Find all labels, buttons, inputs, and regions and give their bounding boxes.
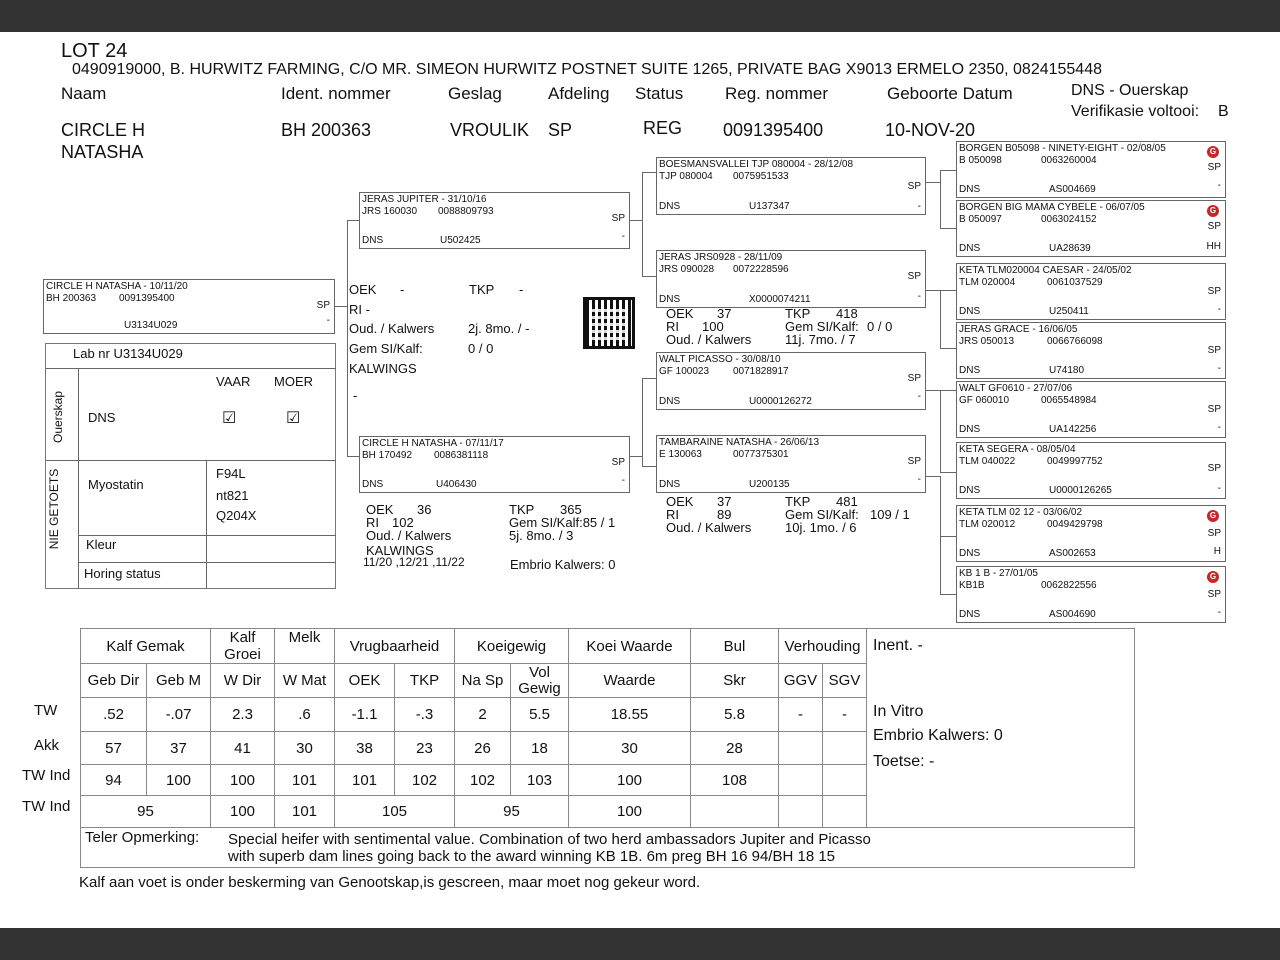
vaar-checkbox: ☑ (222, 410, 237, 427)
great-grandparent-box-4 (956, 322, 1226, 379)
ggp-title: KETA TLM020004 CAESAR - 24/05/02 (959, 265, 1132, 276)
sire-sp: SP (611, 213, 625, 224)
ggp-id: JRS 050013 (959, 336, 1015, 347)
teler-row (81, 828, 1135, 868)
teler-cell (81, 828, 1135, 868)
gp-dns: DNS (659, 396, 681, 407)
ggp-sp: SP (1207, 162, 1221, 173)
label-afdeling: Afdeling (548, 84, 610, 103)
animal-kalwings-value: - (353, 388, 358, 403)
ggp-title: BORGEN BIG MAMA CYBELE - 06/07/05 (959, 202, 1145, 213)
table-cell: 26 (455, 732, 511, 765)
group-kalf-gemak: Kalf Gemak (81, 629, 211, 664)
gp-title: BOESMANSVALLEI TJP 080004 - 28/12/08 (659, 159, 854, 170)
ggp-dash: - (1217, 422, 1221, 433)
animal-dash: - (326, 315, 330, 326)
dam-oud-label: Oud. / Kalwers (366, 528, 452, 543)
dam-id: BH 170492 (362, 450, 413, 461)
value-geboorte: 10-NOV-20 (885, 120, 976, 140)
table-cell: 38 (335, 732, 395, 765)
value-reg: 0091395400 (723, 120, 824, 140)
sire-reg: 0088809793 (438, 206, 494, 217)
animal-title: CIRCLE H NATASHA - 10/11/20 (46, 281, 188, 292)
grandparent-box-1 (656, 157, 926, 215)
side-info (867, 629, 1135, 828)
ouerskap-label: Ouerskap (51, 390, 66, 444)
gp-sp: SP (907, 271, 921, 282)
table-cell: 23 (395, 732, 455, 765)
value-ident: BH 200363 (281, 120, 372, 140)
ggp-dash: - (1217, 363, 1221, 374)
vaar-label: VAAR (216, 374, 251, 389)
dns-grade: B (1218, 103, 1229, 120)
ggp-id: B 050098 (959, 155, 1002, 166)
gp-dns: DNS (659, 294, 681, 305)
gp-ref: U0000126272 (749, 396, 812, 407)
ggp-dash: - (1217, 180, 1221, 191)
gp1-tkp-value: 418 (836, 306, 858, 321)
table-cell: 94 (81, 765, 147, 796)
row-label-akk: Akk (34, 737, 60, 754)
dam-ref: U406430 (436, 479, 477, 490)
sire-dash: - (621, 231, 625, 242)
teler-line-2: with superb dam lines going back to the award winning KB 1B. 6m preg BH 16 94/BH 18 15 (228, 848, 836, 865)
great-grandparent-box-2 (956, 200, 1226, 257)
table-cell (779, 796, 823, 828)
gp2-ri-value: 89 (717, 507, 732, 522)
ggp-id: B 050097 (959, 214, 1002, 225)
ggp-title: WALT GF0610 - 27/07/06 (959, 383, 1073, 394)
dam-reg: 0086381118 (434, 450, 489, 461)
ggp-id: TLM 020004 (959, 277, 1016, 288)
ggp-ref: AS004669 (1049, 184, 1096, 195)
ggp-dns: DNS (959, 485, 981, 496)
ggp-reg: 0049997752 (1047, 456, 1103, 467)
teler-label: Teler Opmerking: (85, 829, 200, 846)
dam-oek-value: 36 (417, 502, 432, 517)
ggp-dns: DNS (959, 424, 981, 435)
sub-header: Waarde (569, 664, 691, 698)
ggp-ref: U0000126265 (1049, 485, 1112, 496)
gp-reg: 0075951533 (733, 171, 789, 182)
kleur-label: Kleur (86, 537, 117, 552)
great-grandparent-box-6 (956, 442, 1226, 499)
table-cell (823, 765, 867, 796)
ggp-reg: 0061037529 (1047, 277, 1103, 288)
animal-oek-value: - (400, 282, 405, 297)
table-cell: 100 (211, 796, 275, 828)
gp-sp: SP (907, 181, 921, 192)
animal-id: BH 200363 (46, 293, 97, 304)
society-logo-icon: G (1207, 510, 1219, 522)
dam-dash: - (621, 475, 625, 486)
row-label-twind: TW Ind (22, 767, 71, 784)
ggp-reg: 0063260004 (1041, 155, 1097, 166)
society-logo-icon: G (1207, 571, 1219, 583)
animal-gem-value: 0 / 0 (468, 341, 494, 356)
dns-verifikasie: Verifikasie voltooi: (1071, 103, 1200, 120)
table-cell: - (823, 698, 867, 732)
grandparent-box-2 (656, 250, 926, 308)
teler-line-1: Special heifer with sentimental value. Combination of two herd ambassadors Jupiter and Picasso (228, 831, 871, 848)
gp-reg: 0077375301 (733, 449, 789, 460)
table-cell: 95 (81, 796, 211, 828)
table-cell (691, 796, 779, 828)
bottom-bar (0, 928, 1280, 960)
table-cell: 100 (211, 765, 275, 796)
animal-tkp-label: TKP (469, 282, 495, 297)
sire-title: JERAS JUPITER - 31/10/16 (362, 194, 487, 205)
gp2-tkp-label: TKP (785, 494, 811, 509)
toetse: Toetse: - (873, 753, 935, 770)
table-cell (823, 796, 867, 828)
gp1-ri-value: 100 (702, 319, 724, 334)
gp-dns: DNS (659, 479, 681, 490)
genetics-table (80, 628, 1135, 868)
value-status: REG (643, 118, 683, 138)
dam-tkp-value: 365 (560, 502, 582, 517)
moer-label: MOER (274, 374, 313, 389)
animal-reg: 0091395400 (119, 293, 175, 304)
ggp-sp: SP (1207, 286, 1221, 297)
sire-dns: DNS (362, 235, 384, 246)
dam-box (359, 436, 630, 493)
value-geslag: VROULIK (450, 120, 530, 140)
table-cell: 2.3 (211, 698, 275, 732)
dam-kalwings-label: KALWINGS (366, 543, 434, 558)
gp1-tkp-label: TKP (785, 306, 811, 321)
table-cell: 18 (511, 732, 569, 765)
label-naam: Naam (61, 84, 107, 103)
gp2-gem-label: Gem SI/Kalf: (785, 507, 859, 522)
sub-header: W Mat (275, 664, 335, 698)
gp-title: WALT PICASSO - 30/08/10 (659, 354, 781, 365)
dam-tkp-label: TKP (509, 502, 535, 517)
ggp-dash: - (1217, 483, 1221, 494)
gp2-oek-label: OEK (666, 494, 694, 509)
animal-gem-label: Gem SI/Kalf: (349, 341, 423, 356)
great-grandparent-box-3 (956, 263, 1226, 320)
in-vitro: In Vitro (873, 703, 924, 720)
label-ident: Ident. nommer (281, 84, 391, 103)
top-bar (0, 0, 1280, 32)
row-label-twind-2: TW Ind (22, 798, 71, 815)
table-cell: 100 (147, 765, 211, 796)
lot-number: LOT 24 (61, 40, 128, 62)
animal-oud-value: 2j. 8mo. / - (468, 321, 530, 336)
grandparent-box-3 (656, 352, 926, 410)
gp2-oud-value: 10j. 1mo. / 6 (785, 520, 857, 535)
gp-dash: - (917, 474, 921, 485)
ggp-dash: - (1217, 304, 1221, 315)
ggp-sp: SP (1207, 463, 1221, 474)
animal-ri: RI - (349, 302, 370, 317)
animal-kalwings-label: KALWINGS (349, 361, 417, 376)
label-reg: Reg. nommer (725, 84, 828, 103)
table-cell: 30 (275, 732, 335, 765)
gp1-gem-value: 0 / 0 (867, 319, 893, 334)
gp1-oek-label: OEK (666, 306, 694, 321)
value-naam-1: CIRCLE H (61, 120, 146, 140)
group-vrugbaarheid: Vrugbaarheid (335, 629, 455, 664)
ggp-ref: U250411 (1049, 306, 1089, 317)
table-cell: 101 (275, 796, 335, 828)
ggp-id: KB1B (959, 580, 985, 591)
ggp-reg: 0049429798 (1047, 519, 1103, 530)
table-cell: 28 (691, 732, 779, 765)
ggp-dash: H (1213, 546, 1221, 557)
group-koeigewig: Koeigewig (455, 629, 569, 664)
great-grandparent-box-7 (956, 505, 1226, 562)
table-cell: 105 (335, 796, 455, 828)
sub-header: SGV (823, 664, 867, 698)
gp1-oek-value: 37 (717, 306, 732, 321)
table-cell: 30 (569, 732, 691, 765)
dns-label: DNS (88, 410, 116, 425)
great-grandparent-box-5 (956, 381, 1226, 438)
gp-id: TJP 080004 (659, 171, 713, 182)
animal-oud-label: Oud. / Kalwers (349, 321, 435, 336)
dam-gem: Gem SI/Kalf:85 / 1 (509, 515, 616, 530)
gp-reg: 0072228596 (733, 264, 789, 275)
owner-line: 0490919000, B. HURWITZ FARMING, C/O MR. SIMEON HURWITZ POSTNET SUITE 1265, PRIVATE BAG X9013 ERMELO 2350, 0824155448 (72, 61, 1102, 78)
sub-header: Geb M (147, 664, 211, 698)
ggp-dash: HH (1206, 241, 1221, 252)
lab-number: Lab nr U3134U029 (73, 346, 183, 361)
animal-box (43, 279, 335, 334)
great-grandparent-box-1 (956, 141, 1226, 198)
sire-ref: U502425 (440, 235, 481, 246)
gp1-gem-label: Gem SI/Kalf: (785, 319, 859, 334)
label-geslag: Geslag (448, 84, 502, 103)
dns-ouerskap: DNS - Ouerskap (1071, 82, 1189, 99)
table-cell: -1.1 (335, 698, 395, 732)
myostatin-value: Q204X (216, 508, 257, 523)
dam-ri-label: RI (366, 515, 379, 530)
table-cell: -.3 (395, 698, 455, 732)
table-cell: - (779, 698, 823, 732)
gp2-gem-value: 109 / 1 (870, 507, 910, 522)
table-cell: .6 (275, 698, 335, 732)
animal-oek-label: OEK (349, 282, 377, 297)
table-cell (823, 732, 867, 765)
gp2-oek-value: 37 (717, 494, 732, 509)
gp1-ri-label: RI (666, 319, 679, 334)
horing-label: Horing status (84, 566, 161, 581)
gp-id: GF 100023 (659, 366, 710, 377)
table-cell: 102 (395, 765, 455, 796)
animal-ref: U3134U029 (124, 320, 178, 331)
dam-ri-value: 102 (392, 515, 414, 530)
table-cell: 5.8 (691, 698, 779, 732)
value-afdeling: SP (548, 120, 573, 140)
label-geboorte: Geboorte Datum (887, 84, 1013, 103)
table-cell: 108 (691, 765, 779, 796)
table-cell: 5.5 (511, 698, 569, 732)
gp-dash: - (917, 291, 921, 302)
society-logo-icon: G (1207, 146, 1219, 158)
table-cell: 102 (455, 765, 511, 796)
ggp-ref: UA28639 (1049, 243, 1091, 254)
gp2-tkp-value: 481 (836, 494, 858, 509)
table-cell (779, 732, 823, 765)
nie-getoets-label: NIE GETOETS (47, 468, 62, 550)
gp-ref: U200135 (749, 479, 790, 490)
group-kalf-groei: Kalf Groei (211, 629, 275, 664)
animal-sp: SP (316, 300, 330, 311)
ggp-sp: SP (1207, 345, 1221, 356)
label-status: Status (635, 84, 684, 103)
ggp-sp: SP (1207, 589, 1221, 600)
moer-checkbox: ☑ (286, 410, 301, 427)
ggp-ref: U74180 (1049, 365, 1085, 376)
ggp-ref: UA142256 (1049, 424, 1097, 435)
row-label-tw: TW (34, 702, 58, 719)
ggp-title: BORGEN B05098 - NINETY-EIGHT - 02/08/05 (959, 143, 1166, 154)
ggp-dns: DNS (959, 365, 981, 376)
table-cell: 100 (569, 796, 691, 828)
dam-title: CIRCLE H NATASHA - 07/11/17 (362, 438, 504, 449)
dam-dns: DNS (362, 479, 384, 490)
ggp-dns: DNS (959, 243, 981, 254)
ggp-dns: DNS (959, 306, 981, 317)
gp2-ri-label: RI (666, 507, 679, 522)
gp2-oud-label: Oud. / Kalwers (666, 520, 752, 535)
table-cell: 57 (81, 732, 147, 765)
ggp-ref: AS004690 (1049, 609, 1096, 620)
gp1-oud-value: 11j. 7mo. / 7 (785, 332, 856, 347)
sire-box (359, 192, 630, 249)
value-naam-2: NATASHA (61, 142, 144, 162)
ggp-dns: DNS (959, 548, 981, 559)
table-cell: -.07 (147, 698, 211, 732)
footer-note: Kalf aan voet is onder beskerming van Genootskap,is gescreen, maar moet nog gekeur word. (79, 874, 701, 891)
group-melk: Melk (275, 629, 335, 664)
grandparent-box-4 (656, 435, 926, 493)
myostatin-label: Myostatin (88, 477, 144, 492)
table-cell: 37 (147, 732, 211, 765)
gp-id: E 130063 (659, 449, 702, 460)
ggp-reg: 0066766098 (1047, 336, 1103, 347)
sub-header: GGV (779, 664, 823, 698)
inent: Inent. - (873, 637, 923, 654)
ggp-id: GF 060010 (959, 395, 1010, 406)
gp-sp: SP (907, 373, 921, 384)
ggp-title: KETA TLM 02 12 - 03/06/02 (959, 507, 1083, 518)
ggp-title: JERAS GRACE - 16/06/05 (959, 324, 1078, 335)
dam-kalwings-value: 11/20 ,12/21 ,11/22 (363, 555, 465, 569)
ggp-dns: DNS (959, 609, 981, 620)
lab-box (45, 343, 336, 589)
group-verhouding: Verhouding (779, 629, 867, 664)
sub-header: Na Sp (455, 664, 511, 698)
sire-id: JRS 160030 (362, 206, 418, 217)
dam-oek-label: OEK (366, 502, 394, 517)
ggp-reg: 0063024152 (1041, 214, 1097, 225)
embrio-kalwers: Embrio Kalwers: 0 (873, 727, 1003, 744)
table-cell: 18.55 (569, 698, 691, 732)
great-grandparent-box-8 (956, 566, 1226, 623)
ggp-sp: SP (1207, 528, 1221, 539)
gp-sp: SP (907, 456, 921, 467)
ggp-sp: SP (1207, 404, 1221, 415)
table-cell: 101 (335, 765, 395, 796)
ggp-ref: AS002653 (1049, 548, 1096, 559)
ggp-reg: 0062822556 (1041, 580, 1097, 591)
ggp-id: TLM 020012 (959, 519, 1016, 530)
sub-header: Vol Gewig (511, 664, 569, 698)
gp-dash: - (917, 201, 921, 212)
ggp-dns: DNS (959, 184, 981, 195)
table-cell: 103 (511, 765, 569, 796)
table-cell: .52 (81, 698, 147, 732)
table-cell: 100 (569, 765, 691, 796)
gp-dns: DNS (659, 201, 681, 212)
table-cell (779, 765, 823, 796)
sub-header: W Dir (211, 664, 275, 698)
ggp-dash: - (1217, 607, 1221, 618)
table-cell: 2 (455, 698, 511, 732)
ggp-sp: SP (1207, 221, 1221, 232)
sub-header: Geb Dir (81, 664, 147, 698)
dam-oud-value: 5j. 8mo. / 3 (509, 528, 574, 543)
gp-title: JERAS JRS0928 - 28/11/09 (659, 252, 783, 263)
gp-ref: X0000074211 (749, 294, 811, 305)
sub-header: OEK (335, 664, 395, 698)
qr-code (583, 297, 635, 349)
gp-title: TAMBARAINE NATASHA - 26/06/13 (659, 437, 820, 448)
ggp-title: KB 1 B - 27/01/05 (959, 568, 1038, 579)
gp-dash: - (917, 391, 921, 402)
group-koei-waarde: Koei Waarde (569, 629, 691, 664)
ggp-id: TLM 040022 (959, 456, 1016, 467)
animal-tkp-value: - (519, 282, 524, 297)
gp-ref: U137347 (749, 201, 790, 212)
ggp-title: KETA SEGERA - 08/05/04 (959, 444, 1076, 455)
table-cell: 41 (211, 732, 275, 765)
table-cell: 101 (275, 765, 335, 796)
sub-header: TKP (395, 664, 455, 698)
dam-embrio: Embrio Kalwers: 0 (510, 557, 616, 572)
society-logo-icon: G (1207, 205, 1219, 217)
group-bul: Bul (691, 629, 779, 664)
gp-id: JRS 090028 (659, 264, 715, 275)
table-cell: 95 (455, 796, 569, 828)
gp1-oud-label: Oud. / Kalwers (666, 332, 752, 347)
dam-sp: SP (611, 457, 625, 468)
myostatin-value: nt821 (216, 488, 249, 503)
sub-header: Skr (691, 664, 779, 698)
ggp-reg: 0065548984 (1041, 395, 1097, 406)
gp-reg: 0071828917 (733, 366, 789, 377)
myostatin-value: F94L (216, 466, 246, 481)
